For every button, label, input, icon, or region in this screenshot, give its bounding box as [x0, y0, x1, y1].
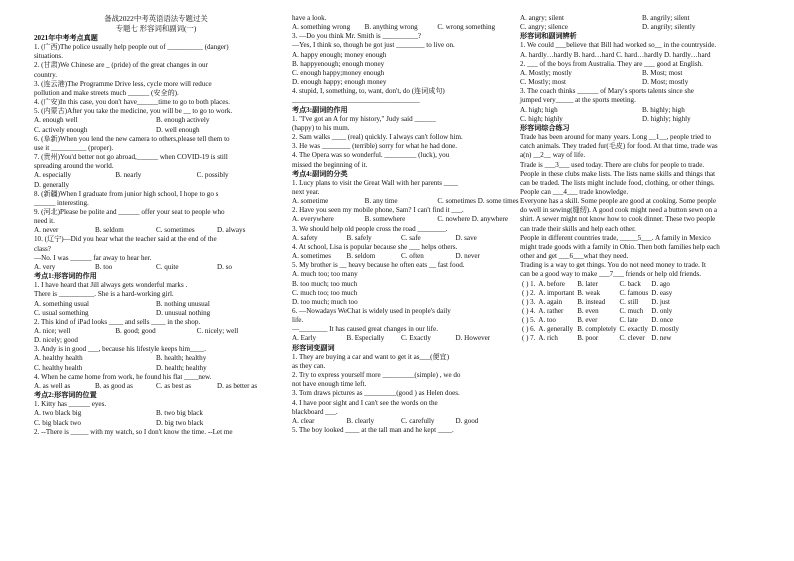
- question-text: spreading around the world.: [34, 162, 114, 171]
- table-row: [522, 316, 682, 325]
- section-heading: 考点3:副词的作用: [292, 105, 348, 114]
- answer-option: A. enough well: [34, 116, 78, 125]
- question-text: shirt. A sewer might not know how to cook dinner. These two people: [520, 215, 716, 224]
- answer-option: B. too much; too much: [292, 279, 358, 288]
- question-text: Everyone has a skill. Some people are good at cooking. Some people: [520, 197, 717, 206]
- section-heading: 形容词变副词: [292, 343, 335, 352]
- question-text: can trade their skills and help each other.: [520, 224, 636, 233]
- answer-option: B. seldom: [346, 252, 376, 261]
- question-text: 4. When he came home from work, he found his flat ____new.: [34, 372, 212, 381]
- page-subtitle: 专题七 形容词和副词(一): [115, 24, 197, 33]
- answer-option: A. everywhere: [292, 215, 334, 224]
- table-row: [522, 298, 682, 307]
- table-cell: D. just: [651, 297, 670, 306]
- answer-options-row: [292, 51, 510, 60]
- answer-option: C. Mostly; most: [520, 78, 566, 87]
- answer-option: B. Most; most: [642, 68, 683, 77]
- question-text: class?: [34, 244, 51, 253]
- answer-options-row: [292, 298, 510, 307]
- answer-options-row: [34, 171, 278, 180]
- question-text: 1. Lucy plans to visit the Great Wall with her parents ____: [292, 178, 458, 187]
- page-title: 备战2022中考英语语法专题过关: [104, 14, 208, 23]
- question-text: missed the beginning of it.: [292, 160, 368, 169]
- answer-options-row: [292, 289, 510, 298]
- answer-options-row: [292, 215, 510, 224]
- question-text: 4. At school, Lisa is popular because she ___ helps others.: [292, 242, 458, 251]
- question-text: 1. (广西)The police usually help people out of __________ (danger): [34, 43, 229, 52]
- answer-option: C. carefully: [401, 416, 435, 425]
- answer-blank: ( ) 1.: [522, 279, 536, 288]
- table-cell: B. completely: [577, 324, 617, 333]
- answer-option: C. big black two: [34, 418, 81, 427]
- question-text: 3. Andy is in good ___, because his lifestyle keeps him____.: [34, 345, 207, 354]
- answer-option: B. clearly: [346, 416, 375, 425]
- question-text: 3. —Do you think Mr. Smith is __________?: [292, 32, 422, 41]
- answer-blank: ( ) 3.: [522, 297, 536, 306]
- answer-option: A. sometime: [292, 197, 329, 206]
- answer-options-row: [292, 252, 510, 261]
- answer-option: B. highly; high: [642, 105, 685, 114]
- table-row: [522, 334, 682, 343]
- answer-option: D. save: [455, 233, 477, 242]
- table-cell: C. famous: [619, 288, 649, 297]
- answer-options-row: [34, 126, 278, 135]
- answer-option: C. healthy health: [34, 363, 83, 372]
- answer-option: A. clear: [292, 416, 315, 425]
- answer-option: D. good: [455, 416, 479, 425]
- question-text: 2. --There is _____ with my watch, so I don't know the time. --Let me: [34, 427, 233, 436]
- question-text: 4. (广安)In this case, you don't have______time to go to both places.: [34, 98, 230, 107]
- question-text: 1. "I've got an A for my history," Judy said ______: [292, 114, 436, 123]
- question-text: People can ___4___ trade knowledge.: [520, 187, 629, 196]
- question-text: 4. stupid, I, something, to, want, don't, do (连词成句): [292, 87, 445, 96]
- answer-option: B. angrily; silent: [642, 14, 690, 22]
- question-text: 5. (内蒙古)After you take the medicine, you will be __ to go to work.: [34, 107, 233, 116]
- answer-options-row: [34, 419, 278, 428]
- answer-blank: ( ) 2.: [522, 288, 536, 297]
- answer-option: A. high; high: [520, 105, 558, 114]
- question-text: might trade goods with a family in Ohio. Then both families help each: [520, 242, 720, 251]
- answer-option: A. happy enough; money enough: [292, 50, 387, 59]
- table-cell: D. only: [651, 306, 673, 315]
- question-text: Trade has been around for many years. Long __1__, people tried to: [520, 133, 712, 142]
- answer-blank: ( ) 6.: [522, 324, 536, 333]
- question-text: jumped very_____ at the sports meeting.: [520, 96, 636, 105]
- answer-option: A. Early: [292, 334, 317, 343]
- question-text: 2. Try to express yourself more _________(simple) , we do: [292, 371, 461, 380]
- answer-option: C. often: [401, 252, 424, 261]
- answer-option: D. unusual nothing: [156, 308, 211, 317]
- answer-option: B. nearly: [115, 171, 142, 180]
- answer-option: C. as best as: [156, 381, 192, 390]
- answer-option: C. nicely; well: [196, 327, 239, 335]
- question-text: use it __________ (proper).: [34, 143, 114, 152]
- answer-option: C. usual something: [34, 308, 89, 317]
- answer-option: D. However: [455, 334, 491, 343]
- answer-option: C. Exactly: [401, 334, 431, 343]
- answer-option: C. safe: [401, 233, 421, 242]
- answer-options-row: [520, 78, 764, 87]
- question-text: 3. We should help old people cross the road ________.: [292, 224, 448, 233]
- answer-option: C. possibly: [196, 171, 229, 180]
- answer-option: C. angry; silence: [520, 23, 568, 32]
- answer-option: A. as well as: [34, 381, 71, 390]
- section-heading: 形容词和副词辨析: [520, 32, 577, 41]
- answer-options-row: [520, 69, 764, 78]
- question-text: life.: [292, 316, 304, 325]
- answer-option: A. much too; too many: [292, 270, 358, 279]
- question-text: 5. The boy looked ____ at the tall man and he kept ____.: [292, 426, 454, 435]
- question-text: 3. Tom draws pictures as _________(good ) as Helen does.: [292, 389, 460, 398]
- table-cell: C. clever: [619, 333, 645, 342]
- section-heading: 考点4:副词的分类: [292, 169, 348, 178]
- table-cell: B. instead: [577, 297, 606, 306]
- question-text: not have enough time left.: [292, 380, 367, 389]
- question-text: country.: [34, 70, 57, 79]
- answer-options-row: [292, 60, 510, 69]
- answer-options-row: [34, 354, 278, 363]
- answer-option: C. wrong something: [437, 23, 496, 32]
- answer-option: B. too: [95, 262, 113, 271]
- table-cell: C. much: [619, 306, 644, 315]
- section-heading: 形容词综合练习: [520, 123, 570, 132]
- answer-option: D. never: [455, 252, 480, 261]
- question-text: 3. The coach thinks ______ of Mary's sports talents since she: [520, 87, 694, 96]
- answer-option: A. angry; silent: [520, 14, 564, 22]
- question-text: 1. I have heard that Jill always gets wonderful marks .: [34, 281, 188, 290]
- table-cell: D. mostly: [651, 324, 679, 333]
- answer-option: B. anything wrong: [364, 23, 418, 32]
- answer-option: C. sometimes D. some times: [437, 197, 519, 206]
- answer-options-row: [292, 234, 510, 243]
- answer-option: D. Most; mostly: [642, 78, 689, 87]
- table-row: [522, 325, 682, 334]
- answer-option: C. enough happy;money enough: [292, 68, 385, 77]
- table-cell: A. before: [538, 279, 565, 288]
- answer-option: C. quite: [156, 262, 179, 271]
- answer-option: B. Especially: [346, 334, 385, 343]
- answer-options-row: [520, 23, 764, 32]
- question-text: a(n) __2__ way of life.: [520, 151, 586, 160]
- question-text: 3. He was ________ (terrible) sorry for what he had done.: [292, 142, 458, 151]
- question-text: —Yes, I think so, though he got just ________ to live on.: [292, 41, 455, 50]
- answer-option: A. something wrong: [292, 23, 351, 32]
- section-heading: 考点2:形容词的位置: [34, 391, 97, 400]
- answer-option: C. high; highly: [520, 114, 563, 123]
- answer-option: A. two black big: [34, 409, 82, 418]
- answer-option: C. actively enough: [34, 125, 88, 134]
- answer-option: B. somewhere: [364, 215, 406, 224]
- table-cell: A. again: [538, 297, 563, 306]
- question-text: Trading is a way to get things. You do not need money to trade. It: [520, 261, 706, 270]
- question-text: other and get ___6___what they need.: [520, 252, 629, 261]
- answer-option: D. too much; much too: [292, 297, 358, 306]
- question-text: 5. My brother is __ heavy because he often eats __ fast food.: [292, 261, 465, 270]
- question-text: 2. Sam walks ____ (real) quickly. I always can't follow him.: [292, 133, 463, 142]
- answer-option: A. nice; well: [34, 327, 71, 335]
- answer-option: D. enough happy; enough money: [292, 78, 387, 87]
- answer-options-row: [34, 263, 278, 272]
- answer-option: B. any time: [364, 197, 398, 206]
- table-cell: D. easy: [651, 288, 673, 297]
- answer-options-row: [520, 14, 764, 23]
- question-text: 1. They are buying a car and want to get it as___(便宜): [292, 352, 450, 361]
- table-cell: C. exactly: [619, 324, 648, 333]
- answer-option: B. nothing unusual: [156, 299, 210, 308]
- table-cell: D. once: [651, 315, 674, 324]
- question-text: have a look.: [292, 14, 327, 22]
- table-cell: C. late: [619, 315, 638, 324]
- question-text: 4. The Opera was so wonderful. _________ (luck), you: [292, 151, 450, 160]
- answer-option: A. sometimes: [292, 252, 332, 261]
- answer-option: B. as good as: [95, 381, 133, 390]
- answer-option: B. two big black: [156, 409, 203, 418]
- answer-option: B. safely: [346, 233, 372, 242]
- answer-option: C. much too; too much: [292, 288, 358, 297]
- answer-option: A. healthy health: [34, 354, 83, 363]
- table-cell: A. too: [538, 315, 556, 324]
- table-cell: A. rich: [538, 333, 558, 342]
- table-row: [522, 307, 682, 316]
- answer-option: A. Mostly; mostly: [520, 68, 572, 77]
- question-text: next year.: [292, 187, 320, 196]
- question-text: 8. (新疆)When I graduate from junior high school, I hope to go s: [34, 189, 219, 198]
- answer-options-row: [34, 309, 278, 318]
- question-text: 10. (辽宁)—Did you hear what the teacher said at the end of the: [34, 235, 217, 244]
- answer-option: D. health; healthy: [156, 363, 207, 372]
- question-text: blackboard ___.: [292, 407, 338, 416]
- question-text: 2. (甘肃)We Chinese are _ (pride) of the great changes in our: [34, 61, 208, 70]
- answer-option: A. very: [34, 262, 56, 271]
- answer-option: A. never: [34, 226, 59, 235]
- question-text: 2. ___ of the boys from Australia. They are ___ good at English.: [520, 59, 703, 68]
- answer-option: D. so: [217, 262, 232, 271]
- table-row: [522, 289, 682, 298]
- table-cell: B. ever: [577, 315, 598, 324]
- answer-options-row: [292, 78, 510, 87]
- question-text: ____________________________________: [292, 96, 420, 105]
- answer-options-row: [292, 23, 510, 32]
- question-text: People in these clubs make lists. The lists name skills and things that: [520, 169, 716, 178]
- question-text: 6. —Nowadays WeChat is widely used in people's daily: [292, 307, 451, 315]
- question-text: ______ interesting.: [34, 198, 89, 207]
- answer-options-row: [34, 300, 278, 309]
- answer-options-row: [292, 270, 510, 279]
- answer-option: B. happyenough; enough money: [292, 59, 385, 68]
- question-text: 9. (河北)Please be polite and ______ offer your seat to people who: [34, 207, 225, 216]
- question-text: (happy) to his mum.: [292, 123, 350, 132]
- answer-options-row: [520, 106, 764, 115]
- table-cell: A. rather: [538, 306, 564, 315]
- answer-options-row: [520, 115, 764, 124]
- question-text: 6. (阜新)When you lend the new camera to others,please tell them to: [34, 134, 230, 143]
- answer-option: A. something usual: [34, 299, 89, 308]
- question-text: People in different countries trade, _____5___. A family in Mexico: [520, 233, 711, 242]
- question-text: catch animals. They traded fur(毛皮) for food. At that time, trade was: [520, 142, 718, 151]
- question-text: 3. (连云港)The Programme Drive less, cycle more will reduce: [34, 79, 212, 88]
- answer-option: D. nicely; good: [34, 336, 78, 345]
- answer-options-row: [292, 197, 519, 206]
- question-text: —No. I was ______ far away to hear her.: [34, 253, 152, 262]
- answer-options-row: [34, 181, 278, 190]
- answer-blank: ( ) 7.: [522, 333, 536, 342]
- answer-option: B. health; healthy: [156, 354, 207, 363]
- column-middle: [292, 14, 519, 435]
- table-cell: A. generally: [538, 324, 574, 333]
- table-cell: A. important: [538, 288, 575, 297]
- answer-options-row: [292, 334, 510, 343]
- answer-option: D. always: [217, 226, 246, 235]
- table-cell: B. weak: [577, 288, 601, 297]
- question-text: 7. (贵州)You'd better not go abroad,______ when COVID-19 is still: [34, 153, 228, 162]
- section-heading: 考点1:形容词的作用: [34, 272, 97, 281]
- answer-options-row: [34, 327, 278, 336]
- table-cell: C. still: [619, 297, 639, 306]
- table-cell: D. ago: [651, 279, 670, 288]
- question-text: pollution and make streets much ______ (安全的).: [34, 88, 179, 97]
- table-row: [522, 280, 682, 289]
- answer-options-row: [34, 336, 278, 345]
- question-text: can be traded. The lists might include food, clothing, or other things.: [520, 178, 715, 187]
- column-right: [520, 14, 764, 343]
- answer-option: A. safety: [292, 233, 318, 242]
- answer-option: D. highly; highly: [642, 114, 691, 123]
- cloze-options-table: [522, 280, 682, 343]
- answer-options-row: [34, 364, 278, 373]
- question-text: situations.: [34, 52, 63, 61]
- question-text: 2. This kind of iPad looks ____ and sells ____ in the shop.: [34, 317, 201, 326]
- column-left: [34, 14, 278, 437]
- answer-options-row: [292, 280, 510, 289]
- answer-blank: ( ) 5.: [522, 315, 536, 324]
- table-cell: C. back: [619, 279, 641, 288]
- answer-option: C. nowhere D. anywhere: [437, 215, 509, 224]
- answer-options-row: [34, 382, 278, 391]
- table-cell: B. poor: [577, 333, 599, 342]
- question-text: Trade is ___3___ used today. There are clubs for people to trade.: [520, 160, 705, 169]
- question-text: 2. Have you seen my mobile phone, Sam? I can't find it ___.: [292, 206, 464, 215]
- answer-options-row: [34, 409, 278, 418]
- answer-option: D. well enough: [156, 125, 200, 134]
- answer-option: B. good; good: [115, 327, 156, 335]
- answer-options-row: [292, 417, 510, 426]
- question-text: 4. I have poor sight and I can't see the words on the: [292, 398, 438, 407]
- question-text: need it.: [34, 217, 55, 226]
- answer-option: D. big two black: [156, 418, 204, 427]
- question-text: 1. We could ___believe that Bill had worked so__ in the countryside.: [520, 41, 717, 50]
- answer-option: A. especially: [34, 171, 72, 180]
- question-text: —________ It has caused great changes in our life.: [292, 325, 438, 334]
- question-text: can be a good way to make ___7___ friends or help old friends.: [520, 270, 702, 279]
- answer-option: D. generally: [34, 180, 70, 189]
- question-text: There is __________. She is a hard-working girl.: [34, 290, 174, 299]
- section-heading: 2021年中考考点真题: [34, 34, 98, 42]
- answer-options-row: [292, 69, 510, 78]
- question-text: 1. Kitty has ______ eyes.: [34, 400, 107, 409]
- answer-option: B. seldom: [95, 226, 124, 235]
- answer-option: D. as better as: [217, 381, 258, 390]
- answer-options-row: [34, 116, 278, 125]
- question-text: A. hardly…hardly B. hard…hard C. hard…hardly D. hardly…hard: [520, 50, 711, 59]
- answer-option: C. sometimes: [156, 226, 195, 235]
- table-cell: D. new: [651, 333, 672, 342]
- answer-option: B. enough actively: [156, 116, 210, 125]
- answer-option: D. angrily; silently: [642, 23, 696, 32]
- question-text: as they can.: [292, 361, 326, 370]
- answer-blank: ( ) 4.: [522, 306, 536, 315]
- question-text: do well in sewing(缝纫). A good cook might need a button sewn on a: [520, 206, 718, 215]
- table-cell: B. even: [577, 306, 599, 315]
- table-cell: B. later: [577, 279, 598, 288]
